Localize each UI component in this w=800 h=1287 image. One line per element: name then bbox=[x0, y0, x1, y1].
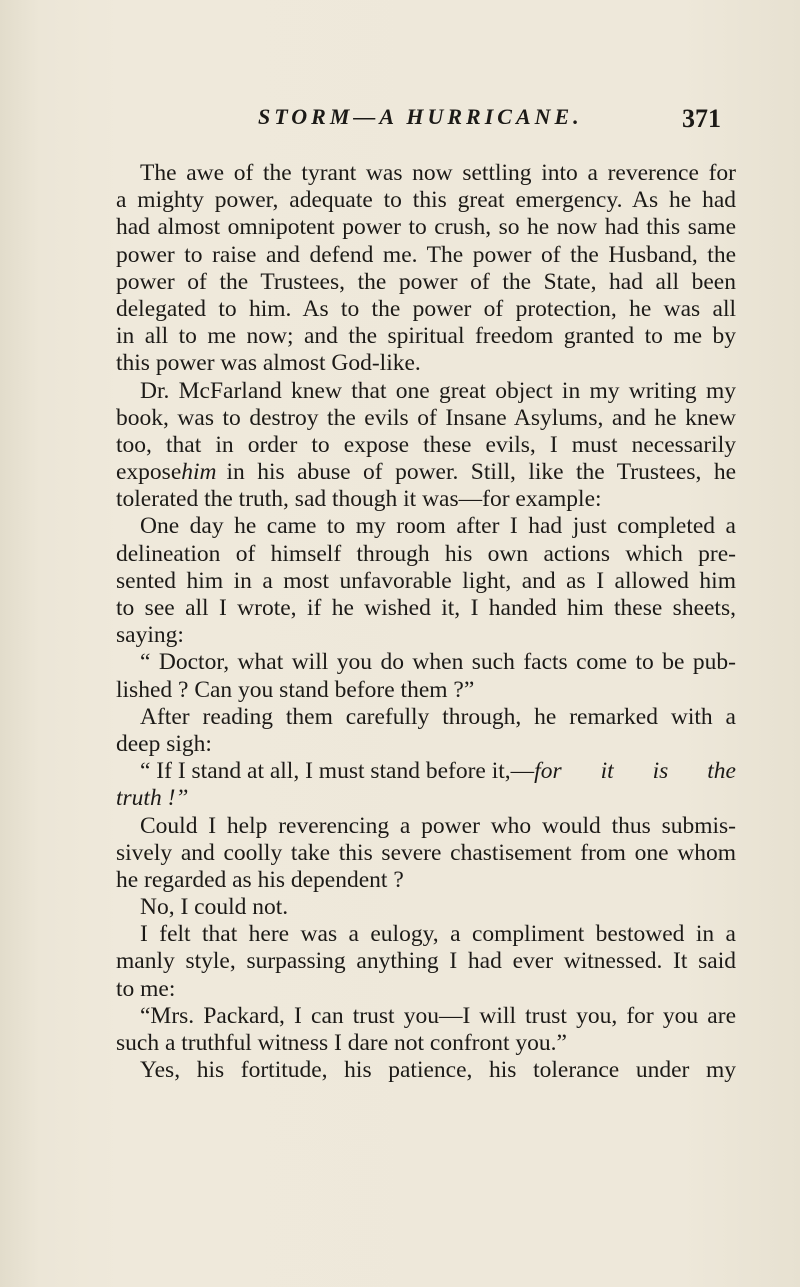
text-line bbox=[116, 1030, 736, 1057]
line-text: manly style, surpassing anything I had ever witnessed. It said bbox=[116, 948, 736, 975]
line-text: I felt that here was a eulogy, a compliment bestowed in a bbox=[140, 921, 736, 948]
text-line bbox=[116, 432, 736, 459]
line-text: tolerated the truth, sad though it was—for example: bbox=[116, 486, 602, 513]
line-text: a mighty power, adequate to this great emergency. As he had bbox=[116, 187, 736, 214]
line-text: delineation of himself through his own actions which pre- bbox=[116, 540, 736, 567]
page-header bbox=[88, 92, 721, 133]
emphasis-text: for it is the bbox=[534, 758, 736, 785]
running-title: STORM—A HURRICANE. bbox=[258, 104, 583, 129]
emphasis-text: truth !” bbox=[116, 785, 189, 812]
text-line bbox=[116, 160, 736, 187]
text-line bbox=[116, 541, 736, 568]
text-line bbox=[116, 731, 736, 758]
line-text: “ Doctor, what will you do when such facts come to be pub- bbox=[140, 649, 736, 676]
text-line bbox=[116, 486, 736, 513]
line-text: deep sigh: bbox=[116, 730, 212, 757]
text-line bbox=[116, 187, 736, 214]
line-text: lished ? Can you stand before them ?” bbox=[116, 676, 475, 703]
text-line bbox=[116, 405, 736, 432]
line-text: he regarded as his dependent ? bbox=[116, 866, 404, 893]
text-line bbox=[116, 976, 736, 1003]
line-text: No, I could not. bbox=[140, 894, 289, 921]
text-line bbox=[116, 568, 736, 595]
text-line bbox=[116, 758, 736, 785]
line-text: such a truthful witness I dare not confront you.” bbox=[116, 1030, 567, 1056]
page-number: 371 bbox=[682, 104, 721, 133]
text-line bbox=[116, 948, 736, 975]
line-text: in all to me now; and the spiritual freedom granted to me by bbox=[116, 323, 736, 350]
text-line bbox=[116, 840, 736, 867]
line-text: this power was almost God-like. bbox=[116, 350, 421, 377]
text-line bbox=[116, 296, 736, 323]
line-text: to see all I wrote, if he wished it, I handed him these sheets, bbox=[116, 595, 736, 621]
text-line bbox=[116, 269, 736, 296]
text-line bbox=[116, 242, 736, 269]
line-text: One day he came to my room after I had just completed a bbox=[140, 513, 736, 540]
emphasis-text: him bbox=[181, 459, 217, 486]
line-text: expose bbox=[116, 459, 182, 486]
text-line bbox=[116, 867, 736, 894]
line-text: The awe of the tyrant was now settling into a reverence for bbox=[140, 160, 736, 186]
text-line bbox=[116, 214, 736, 241]
line-text: sively and coolly take this severe chastisement from one whom bbox=[116, 839, 736, 866]
text-line bbox=[116, 1003, 736, 1030]
text-line bbox=[116, 350, 736, 377]
text-line bbox=[116, 813, 736, 840]
text-line bbox=[116, 894, 736, 921]
line-text: After reading them carefully through, he remarked with a bbox=[140, 703, 736, 730]
text-line bbox=[116, 677, 736, 704]
text-line bbox=[116, 459, 736, 486]
line-text: book, was to destroy the evils of Insane Asylums, and he knew bbox=[116, 404, 736, 431]
text-line bbox=[116, 622, 736, 649]
line-text: power of the Trustees, the power of the State, had all been bbox=[116, 268, 736, 295]
line-text: “ If I stand at all, I must stand before it,— bbox=[140, 758, 535, 785]
text-line bbox=[116, 1057, 736, 1084]
text-line bbox=[116, 785, 736, 812]
line-text: to me: bbox=[116, 975, 176, 1002]
text-line bbox=[116, 921, 736, 948]
line-text: saying: bbox=[116, 622, 184, 649]
text-line bbox=[116, 704, 736, 731]
text-line bbox=[116, 513, 736, 540]
text-line bbox=[116, 323, 736, 350]
line-text: sented him in a most unfavorable light, and as I allowed him bbox=[116, 567, 736, 594]
body-text bbox=[116, 160, 736, 1084]
text-line bbox=[116, 649, 736, 676]
line-text: Dr. McFarland knew that one great object in my writing my bbox=[140, 377, 736, 404]
line-text: too, that in order to expose these evils, I must necessarily bbox=[116, 431, 736, 458]
line-text: Could I help reverencing a power who would thus submis- bbox=[140, 812, 736, 839]
line-text: Yes, his fortitude, his patience, his tolerance under my bbox=[140, 1057, 736, 1084]
line-text: delegated to him. As to the power of protection, he was all bbox=[116, 295, 736, 322]
line-text: in his abuse of power. Still, like the Trustees, he bbox=[226, 459, 736, 486]
line-text: “Mrs. Packard, I can trust you—I will trust you, for you are bbox=[140, 1002, 736, 1029]
text-line bbox=[116, 378, 736, 405]
line-text: had almost omnipotent power to crush, so he now had this same bbox=[116, 214, 736, 241]
text-line bbox=[116, 595, 736, 622]
line-text: power to raise and defend me. The power of the Husband, the bbox=[116, 241, 736, 268]
